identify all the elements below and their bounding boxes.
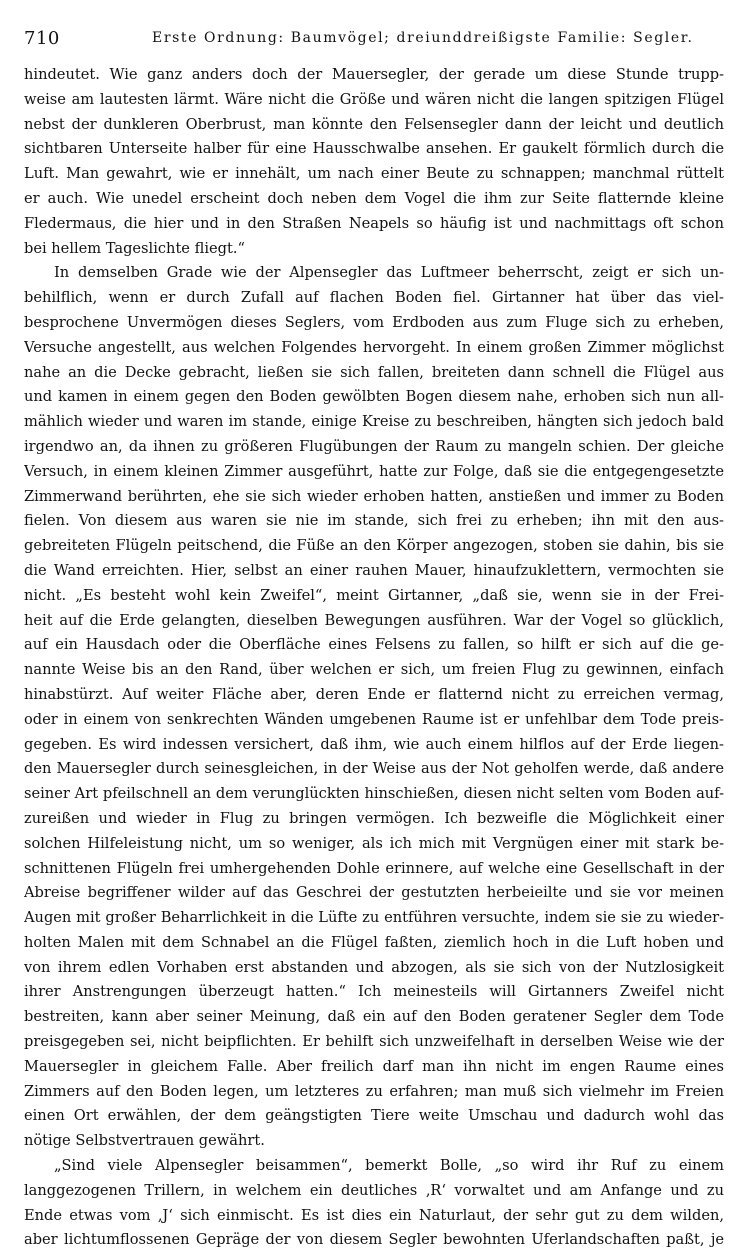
text-line: die Wand erreichten. Hier, selbst an einer rauhen Mauer, hinaufzuklettern, vermochten sie (24, 561, 724, 579)
paragraph (24, 63, 724, 261)
text-line: auf ein Hausdach oder die Oberfläche eines Felsens zu fallen, so hilft er sich auf die ge- (24, 636, 724, 654)
text-line: oder in einem von senkrechten Wänden umgebenen Raume ist er unfehlbar dem Tode preis- (24, 710, 724, 728)
text-line: „Sind viele Alpensegler beisammen“, bemerkt Bolle, „so wird ihr Ruf zu einem (54, 1157, 724, 1175)
text-line: mählich wieder und waren im stande, einige Kreise zu beschreiben, hängten sich jedoch bald (24, 413, 724, 431)
text-line: preisgegeben sei, nicht beipflichten. Er behilft sich unzweifelhaft in derselben Weise wie der (24, 1033, 724, 1051)
text-line: von ihrem edlen Vorhaben erst abstanden und abzogen, als sie sich von der Nutzlosigkeit (24, 958, 724, 976)
text-line: den Mauersegler durch seinesgleichen, in der Weise aus der Not geholfen werde, daß andere (24, 760, 724, 778)
text-line: Zimmerwand berührten, ehe sie sich wieder erhoben hatten, anstießen und immer zu Boden (24, 487, 724, 505)
text-line: hinabstürzt. Auf weiter Fläche aber, deren Ende er flatternd nicht zu erreichen vermag, (24, 685, 724, 703)
text-line: Versuch, in einem kleinen Zimmer ausgeführt, hatte zur Folge, daß sie die entgegengesetzte (24, 462, 724, 480)
text-line: Luft. Man gewahrt, wie er innehält, um nach einer Beute zu schnappen; manchmal rüttelt (24, 165, 724, 183)
body-text (24, 63, 724, 1253)
text-line: nahe an die Decke gebracht, ließen sie sich fallen, breiteten dann schnell die Flügel aus (24, 363, 724, 381)
text-line: nicht. „Es besteht wohl kein Zweifel“, meint Girtanner, „daß sie, wenn sie in der Frei- (24, 586, 724, 604)
text-line: nötige Selbstvertrauen gewährt. (24, 1132, 265, 1150)
text-line: schnittenen Flügeln frei umhergehenden Dohle erinnere, auf welche eine Gesellschaft in der (24, 859, 724, 877)
text-line: gebreiteten Flügeln peitschend, die Füße an den Körper angezogen, stoben sie dahin, bis sie (24, 537, 724, 555)
text-line: bestreiten, kann aber seiner Meinung, daß ein auf den Boden geratener Segler dem Tode (24, 1008, 724, 1026)
text-line: fielen. Von diesem aus waren sie nie im stande, sich frei zu erheben; ihn mit den aus- (24, 512, 724, 530)
text-line: Ende etwas vom ‚J‘ sich einmischt. Es ist dies ein Naturlaut, der sehr gut zu dem wilden, (24, 1206, 724, 1224)
text-line: Fledermaus, die hier und in den Straßen Neapels so häufig ist und nachmittags oft schon (24, 214, 724, 232)
paragraph (24, 1154, 724, 1253)
text-line: Versuche angestellt, aus welchen Folgendes hervorgeht. In einem großen Zimmer möglichst (24, 338, 724, 356)
text-line: und kamen in einem gegen den Boden gewölbten Bogen diesem nahe, erhoben sich nun all- (24, 388, 724, 406)
text-line: behilflich, wenn er durch Zufall auf flachen Boden fiel. Girtanner hat über das viel- (24, 289, 724, 307)
text-line: Abreise begriffener wilder auf das Geschrei der gestutzten herbeieilte und sie vor meinen (24, 884, 724, 902)
text-line: weise am lautesten lärmt. Wäre nicht die Größe und wären nicht die langen spitzigen Flügel (24, 90, 724, 108)
text-line: langgezogenen Trillern, in welchem ein deutliches ‚R‘ vorwaltet und am Anfange und zu (24, 1181, 724, 1199)
text-line: solchen Hilfeleistung nicht, um so weniger, als ich mich mit Vergnügen einer mit stark be- (24, 834, 724, 852)
page-header (24, 28, 728, 56)
text-line: ihrer Anstrengungen überzeugt hatten.“ Ich meinesteils will Girtanners Zweifel nicht (24, 983, 724, 1001)
text-line: Mauersegler in gleichem Falle. Aber freilich darf man ihn nicht im engen Raume eines (24, 1057, 724, 1075)
text-line: Augen mit großer Beharrlichkeit in die Lüfte zu entführen versuchte, indem sie sie zu wieder- (24, 909, 724, 927)
text-line: gegeben. Es wird indessen versichert, daß ihm, wie auch einem hilflos auf der Erde liegen- (24, 735, 724, 753)
text-line: aber lichtumflossenen Gepräge der von diesem Segler bewohnten Uferlandschaften paßt, je (24, 1231, 724, 1249)
text-line: Zimmers auf den Boden legen, um letzteres zu erfahren; man muß sich vielmehr im Freien (24, 1082, 724, 1100)
text-line: In demselben Grade wie der Alpensegler das Luftmeer beherrscht, zeigt er sich un- (54, 264, 724, 282)
text-line: sichtbaren Unterseite halber für eine Hausschwalbe ansehen. Er gaukelt förmlich durch die (24, 140, 724, 158)
running-head: Erste Ordnung: Baumvögel; dreiunddreißigste Familie: Segler. (152, 30, 694, 46)
text-line: heit auf die Erde gelangten, dieselben Bewegungen ausführen. War der Vogel so glücklich, (24, 611, 724, 629)
text-line: hindeutet. Wie ganz anders doch der Mauersegler, der gerade um diese Stunde trupp- (24, 66, 724, 83)
text-line: bei hellem Tageslichte fliegt.“ (24, 239, 245, 257)
text-line: besprochene Unvermögen dieses Seglers, vom Erdboden aus zum Fluge sich zu erheben, (24, 313, 724, 331)
text-line: seiner Art pfeilschnell an dem verunglückten hinschießen, diesen nicht selten vom Boden auf- (24, 785, 724, 803)
text-line: nannte Weise bis an den Rand, über welchen er sich, um freien Flug zu gewinnen, einfach (24, 661, 724, 679)
text-line: holten Malen mit dem Schnabel an die Flügel faßten, ziemlich hoch in die Luft hoben und (24, 933, 724, 951)
text-line: irgendwo an, da ihnen zu größeren Flugübungen der Raum zu mangeln schien. Der gleiche (24, 437, 724, 455)
text-line: zureißen und wieder in Flug zu bringen vermögen. Ich bezweifle die Möglichkeit einer (24, 809, 724, 827)
paragraph (24, 261, 724, 1154)
text-line: einen Ort erwählen, der dem geängstigten Tiere weite Umschau und dadurch wohl das (24, 1107, 724, 1125)
page-number: 710 (24, 28, 60, 49)
text-line: er auch. Wie unedel erscheint doch neben dem Vogel die ihm zur Seite flatternde kleine (24, 189, 724, 207)
text-line: nebst der dunkleren Oberbrust, man könnte den Felsensegler dann der leicht und deutlich (24, 115, 724, 133)
